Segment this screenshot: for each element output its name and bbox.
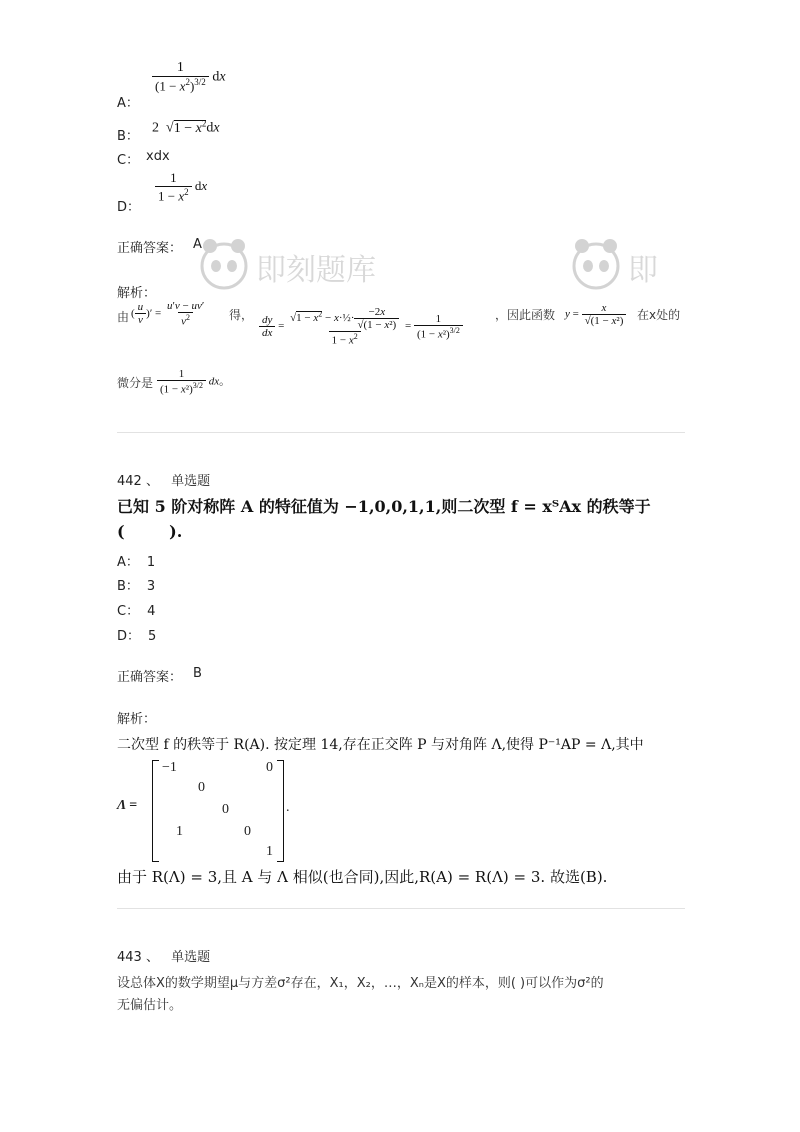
question-type: 单选题 [171, 474, 211, 489]
answer-value-442: B [193, 666, 202, 681]
explanation-442-line1: 二次型 f 的秩等于 R(A). 按定理 14,存在正交阵 P 与对角阵 Λ,使得 P⁻¹AP = Λ,其中 [117, 737, 644, 753]
explanation-442-line2: 由于 R(Λ) = 3,且 A 与 Λ 相似(也合同),因此,R(A) = R(Λ) = 3. 故选(B). [117, 868, 608, 886]
option-a-formula: $\frac{1}{(1 - x^2)^{3/2}}$ dx [152, 60, 226, 94]
matrix-entry: 0 [266, 760, 273, 775]
watermark-logo-right [570, 236, 700, 304]
explain-diff: 微分是 [117, 376, 154, 390]
option-b-formula: 2 $√1 - x^2dx$ [152, 118, 220, 136]
option-c-442: C： 4 [117, 604, 156, 619]
panda-icon [198, 236, 376, 300]
matrix-name: Λ = [117, 798, 138, 813]
matrix-left-bracket [152, 760, 159, 862]
question-number: 443 [117, 950, 142, 965]
explain-at-x: 在x处的 [637, 308, 681, 322]
quotient-rule-formula: ( $\frac{u}{v}$ )′ = $\frac{u'v - uv'}{v^2}$ [131, 300, 205, 328]
analysis-label-442: 解析： [117, 712, 157, 727]
question-stem-442-line1: 已知 5 阶对称阵 A 的特征值为 −1,0,0,1,1,则二次型 f = xᵀAx 的秩等于 [117, 497, 651, 516]
matrix-entry: 0 [244, 824, 251, 839]
question-stem-442-line2: ( ). [117, 522, 183, 541]
option-b-label: B： [117, 129, 139, 144]
diagonal-matrix [152, 760, 284, 862]
matrix-entry: 1 [176, 824, 183, 839]
divider [117, 432, 685, 433]
option-c-label: C： [117, 153, 140, 168]
option-d-label: D： [117, 200, 141, 215]
panda-icon [570, 236, 700, 300]
derivative-formula: $\frac{dy}{dx}$ = $√1 - x^2$ − x·½· $\frac{-2x}{\text{√(1 − x²)}}$ $1 - x^2$ = $\frac{1}{(1 - x^2)^{3/2}}$ [259, 306, 463, 347]
matrix-entry: 0 [198, 780, 205, 795]
question-header-442 [117, 470, 210, 489]
question-stem-443-line1: 设总体X的数学期望μ与方差σ²存在，X₁，X₂，…，Xₙ是X的样本，则( )可以作为σ²的 [117, 976, 604, 991]
question-sep: 、 [145, 474, 159, 489]
explain-prefix: 由 [117, 310, 130, 324]
question-type: 单选题 [171, 950, 211, 965]
watermark-logo-left [198, 236, 376, 304]
svg-text:即: 即 [628, 253, 658, 288]
matrix-entry: 1 [266, 844, 273, 859]
matrix-entry: 0 [222, 802, 229, 817]
answer-label-441: 正确答案： [117, 241, 183, 256]
divider [117, 908, 685, 909]
differential-result-formula: $\frac{1}{(1 - x^2)^{3/2}}$ dx。 [157, 368, 230, 396]
question-sep: 、 [145, 950, 159, 965]
answer-label-442: 正确答案： [117, 670, 183, 685]
function-formula: y = $\frac{x}{\text{√(1 − x²)}}$ [565, 302, 626, 327]
question-header-443 [117, 946, 210, 965]
option-d-formula: $\frac{1}{1 - x^2}$ dx [155, 170, 207, 204]
option-b-442: B： 3 [117, 579, 156, 594]
question-number: 442 [117, 474, 142, 489]
explain-therefore: ，因此函数 [495, 308, 556, 322]
matrix-right-bracket [277, 760, 284, 862]
watermark-text: 即刻题库 [256, 253, 376, 288]
option-c-text: xdx [146, 149, 170, 164]
analysis-label-441: 解析： [117, 286, 157, 301]
option-d-442: D： 5 [117, 629, 157, 644]
answer-value-441: A [193, 237, 202, 252]
explanation-441 [117, 300, 697, 410]
question-stem-443-line2: 无偏估计。 [117, 998, 183, 1013]
option-a-442: A： 1 [117, 555, 156, 570]
explain-get: 得， [229, 308, 254, 322]
matrix-entry: −1 [162, 760, 177, 775]
option-a-label: A： [117, 96, 139, 111]
